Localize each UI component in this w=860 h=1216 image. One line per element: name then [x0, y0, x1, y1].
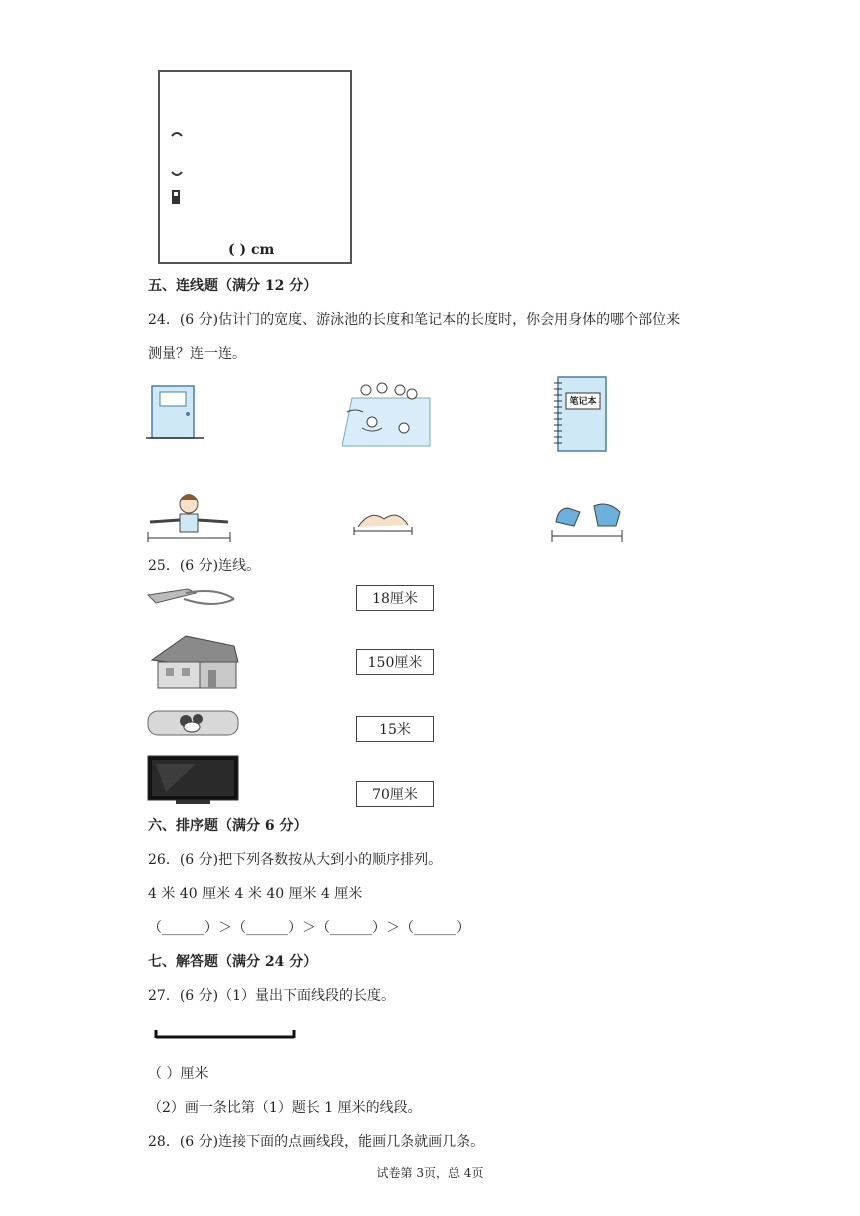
house-icon	[146, 632, 240, 692]
section7-heading: 七、解答题（满分 24 分）	[148, 954, 318, 970]
jump-rope-icon	[146, 585, 238, 611]
notebook-icon	[554, 375, 608, 453]
q25-text: 25．(6 分)连线。	[148, 558, 261, 574]
q26-values: 4 米 40 厘米 4 米 40 厘米 4 厘米	[148, 886, 363, 902]
step-length-icon	[546, 492, 626, 544]
length-option-150cm[interactable]: 150厘米	[356, 649, 434, 675]
q26-answer-blanks[interactable]: （______）＞（______）＞（______）＞（______）	[148, 920, 470, 936]
notebook-label: 笔记本	[569, 397, 597, 407]
page-footer: 试卷第 3页，总 4页	[376, 1166, 484, 1180]
q24-text-line2: 测量？连一连。	[148, 346, 246, 362]
measurement-figure	[158, 70, 352, 264]
q28-text: 28．(6 分)连接下面的点画线段，能画几条就画几条。	[148, 1134, 485, 1150]
length-option-70cm[interactable]: 70厘米	[356, 781, 434, 807]
length-option-15m[interactable]: 15米	[356, 716, 434, 742]
length-option-18cm[interactable]: 18厘米	[356, 585, 434, 611]
q27-text: 27．(6 分)（1）量出下面线段的长度。	[148, 988, 396, 1004]
q27-answer-blank[interactable]: （ ）厘米	[148, 1066, 209, 1082]
q27-part2-text: （2）画一条比第（1）题长 1 厘米的线段。	[148, 1100, 422, 1116]
door-icon	[146, 382, 204, 440]
arm-span-icon	[146, 492, 232, 544]
television-icon	[146, 754, 240, 806]
hand-span-icon	[352, 503, 414, 537]
section5-heading: 五、连线题（满分 12 分）	[148, 278, 318, 294]
eraser-icon	[160, 72, 350, 262]
q26-text: 26．(6 分)把下列各数按从大到小的顺序排列。	[148, 852, 443, 868]
section6-heading: 六、排序题（满分 6 分）	[148, 818, 308, 834]
cm-unit-label: ( ) cm	[228, 242, 275, 258]
measure-line-segment	[154, 1028, 296, 1044]
swimming-pool-icon	[342, 378, 432, 448]
q24-text-line1: 24．(6 分)估计门的宽度、游泳池的长度和笔记本的长度时，你会用身体的哪个部位来	[148, 312, 681, 328]
pencil-case-icon	[146, 707, 240, 739]
